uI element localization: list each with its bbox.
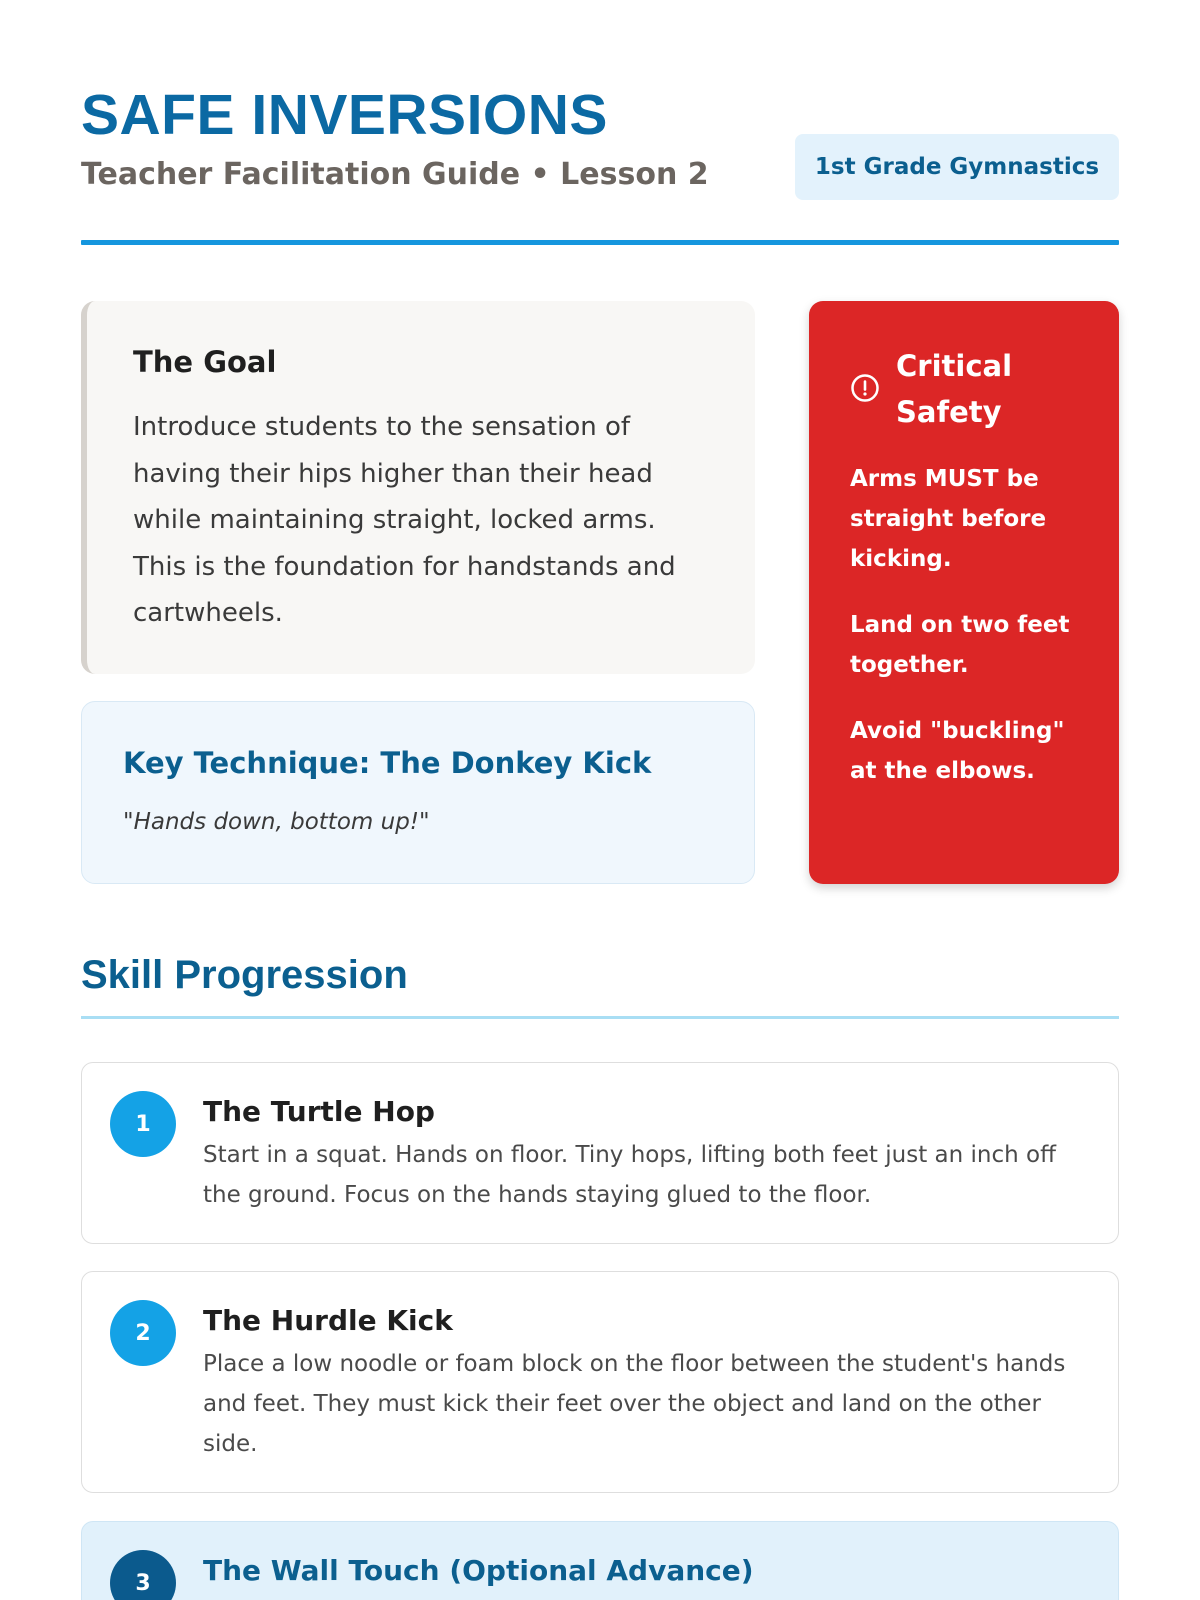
section-divider <box>81 1016 1119 1019</box>
lesson-page <box>81 0 1119 1600</box>
page-subtitle: Teacher Facilitation Guide • Lesson 2 <box>81 157 709 192</box>
safety-item: Land on two feet together. <box>850 612 1070 678</box>
page-title: SAFE INVERSIONS <box>81 83 608 147</box>
progression-step-advanced <box>81 1521 1119 1600</box>
step-title: The Hurdle Kick <box>203 1304 453 1337</box>
step-title: The Wall Touch (Optional Advance) <box>203 1554 754 1587</box>
step-number-badge: 1 <box>110 1091 176 1157</box>
goal-title: The Goal <box>133 345 277 379</box>
step-description: Start in a squat. Hands on floor. Tiny hops, lifting both feet just an inch off the ground. Focus on the hands staying glued to the floor. <box>203 1142 1056 1208</box>
safety-list <box>850 459 1090 817</box>
technique-title: Key Technique: The Donkey Kick <box>123 746 652 780</box>
safety-item: Arms MUST be straight before kicking. <box>850 466 1047 572</box>
skill-progression-title: Skill Progression <box>81 953 408 997</box>
step-number-badge: 2 <box>110 1300 176 1366</box>
goal-card <box>81 301 755 674</box>
goal-text: Introduce students to the sensation of having their hips higher than their head while maintaining straight, locked arms. This is the foundation for handstands and cartwheels. <box>133 412 676 628</box>
safety-title: Critical Safety <box>896 349 1013 429</box>
step-title: The Turtle Hop <box>203 1095 435 1128</box>
step-description: Place a low noodle or foam block on the floor between the student's hands and feet. They must kick their feet over the object and land on the other side. <box>203 1351 1066 1457</box>
safety-item: Avoid "buckling" at the elbows. <box>850 718 1065 784</box>
progression-step <box>81 1062 1119 1244</box>
safety-card <box>809 301 1119 884</box>
grade-badge: 1st Grade Gymnastics <box>795 134 1119 200</box>
step-number-badge: 3 <box>110 1550 176 1600</box>
progression-step <box>81 1271 1119 1493</box>
alert-circle-icon <box>850 373 880 403</box>
header-divider <box>81 240 1119 245</box>
technique-card <box>81 701 755 884</box>
technique-quote: "Hands down, bottom up!" <box>123 809 430 835</box>
